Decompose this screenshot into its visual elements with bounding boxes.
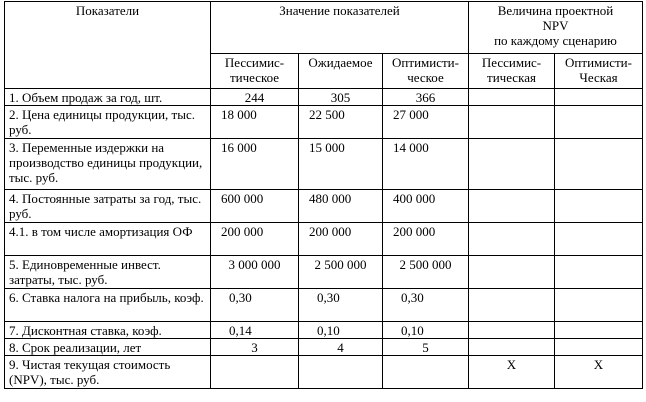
cell-npv-optimistic <box>555 289 643 322</box>
cell-pessimistic: 0,14 <box>211 322 299 339</box>
row-label: 4. Постоянные затраты за год, тыс. руб. <box>5 190 211 223</box>
cell-pessimistic: 600 000 <box>211 190 299 223</box>
cell-npv-pessimistic <box>469 190 555 223</box>
cell-optimistic: 366 <box>383 89 469 106</box>
cell-optimistic: 400 000 <box>383 190 469 223</box>
cell-npv-pessimistic <box>469 139 555 190</box>
cell-pessimistic: 0,30 <box>211 289 299 322</box>
table-row <box>5 256 643 289</box>
header-npv-line3: по каждому сценарию <box>494 33 617 48</box>
cell-npv-optimistic <box>555 256 643 289</box>
table-row <box>5 289 643 322</box>
cell-optimistic: 27 000 <box>383 106 469 139</box>
cell-npv-optimistic <box>555 139 643 190</box>
cell-expected: 480 000 <box>299 190 383 223</box>
cell-optimistic: 14 000 <box>383 139 469 190</box>
cell-pessimistic: 18 000 <box>211 106 299 139</box>
cell-npv-pessimistic: X <box>469 356 555 389</box>
cell-optimistic: 0,30 <box>383 289 469 322</box>
cell-npv-pessimistic <box>469 256 555 289</box>
header-indicators: Показатели <box>5 2 211 89</box>
table-row <box>5 106 643 139</box>
header-npv-line1: Величина проектной <box>497 3 614 18</box>
row-label: 2. Цена единицы продукции, тыс. руб. <box>5 106 211 139</box>
table-row <box>5 190 643 223</box>
header-values: Значение показателей <box>211 2 469 54</box>
cell-optimistic: 2 500 000 <box>383 256 469 289</box>
subheader-npv-optimistic: Оптимисти- Ческая <box>555 54 643 89</box>
subheader-npv-pessimistic: Пессимис- тическая <box>469 54 555 89</box>
cell-npv-optimistic <box>555 190 643 223</box>
row-label: 7. Дисконтная ставка, коэф. <box>5 322 211 339</box>
cell-optimistic: 200 000 <box>383 223 469 256</box>
table-row <box>5 322 643 339</box>
cell-optimistic: 0,10 <box>383 322 469 339</box>
cell-npv-optimistic <box>555 106 643 139</box>
cell-npv-optimistic <box>555 339 643 356</box>
table-row <box>5 356 643 389</box>
table-row <box>5 89 643 106</box>
table-row <box>5 139 643 190</box>
row-label: 3. Переменные издержки на производство единицы продукции, тыс. руб. <box>5 139 211 190</box>
cell-pessimistic: 200 000 <box>211 223 299 256</box>
cell-npv-optimistic: X <box>555 356 643 389</box>
cell-npv-optimistic <box>555 322 643 339</box>
cell-expected: 22 500 <box>299 106 383 139</box>
cell-pessimistic <box>211 356 299 389</box>
row-label: 1. Объем продаж за год, шт. <box>5 89 211 106</box>
header-npv <box>469 2 643 54</box>
row-label: 6. Ставка налога на прибыль, коэф. <box>5 289 211 322</box>
subheader-expected: Ожидаемое <box>299 54 383 89</box>
subheader-optimistic: Оптимисти- ческое <box>383 54 469 89</box>
cell-expected: 2 500 000 <box>299 256 383 289</box>
cell-expected: 305 <box>299 89 383 106</box>
cell-expected <box>299 356 383 389</box>
cell-optimistic: 5 <box>383 339 469 356</box>
table-row <box>5 223 643 256</box>
cell-optimistic <box>383 356 469 389</box>
cell-pessimistic: 16 000 <box>211 139 299 190</box>
cell-pessimistic: 3 000 000 <box>211 256 299 289</box>
header-npv-line2: NPV <box>542 18 569 33</box>
table-row <box>5 339 643 356</box>
cell-expected: 0,30 <box>299 289 383 322</box>
cell-expected: 200 000 <box>299 223 383 256</box>
row-label: 8. Срок реализации, лет <box>5 339 211 356</box>
cell-npv-pessimistic <box>469 106 555 139</box>
npv-scenario-table <box>4 1 643 389</box>
cell-npv-optimistic <box>555 223 643 256</box>
cell-pessimistic: 244 <box>211 89 299 106</box>
subheader-pessimistic: Пессимис- тическое <box>211 54 299 89</box>
cell-npv-pessimistic <box>469 89 555 106</box>
cell-npv-pessimistic <box>469 223 555 256</box>
cell-expected: 4 <box>299 339 383 356</box>
cell-npv-pessimistic <box>469 339 555 356</box>
row-label: 9. Чистая текущая стоимость (NPV), тыс. руб. <box>5 356 211 389</box>
cell-pessimistic: 3 <box>211 339 299 356</box>
cell-expected: 15 000 <box>299 139 383 190</box>
row-label: 5. Единовременные инвест. затраты, тыс. руб. <box>5 256 211 289</box>
cell-expected: 0,10 <box>299 322 383 339</box>
cell-npv-pessimistic <box>469 322 555 339</box>
cell-npv-pessimistic <box>469 289 555 322</box>
cell-npv-optimistic <box>555 89 643 106</box>
row-label: 4.1. в том числе амортизация ОФ <box>5 223 211 256</box>
